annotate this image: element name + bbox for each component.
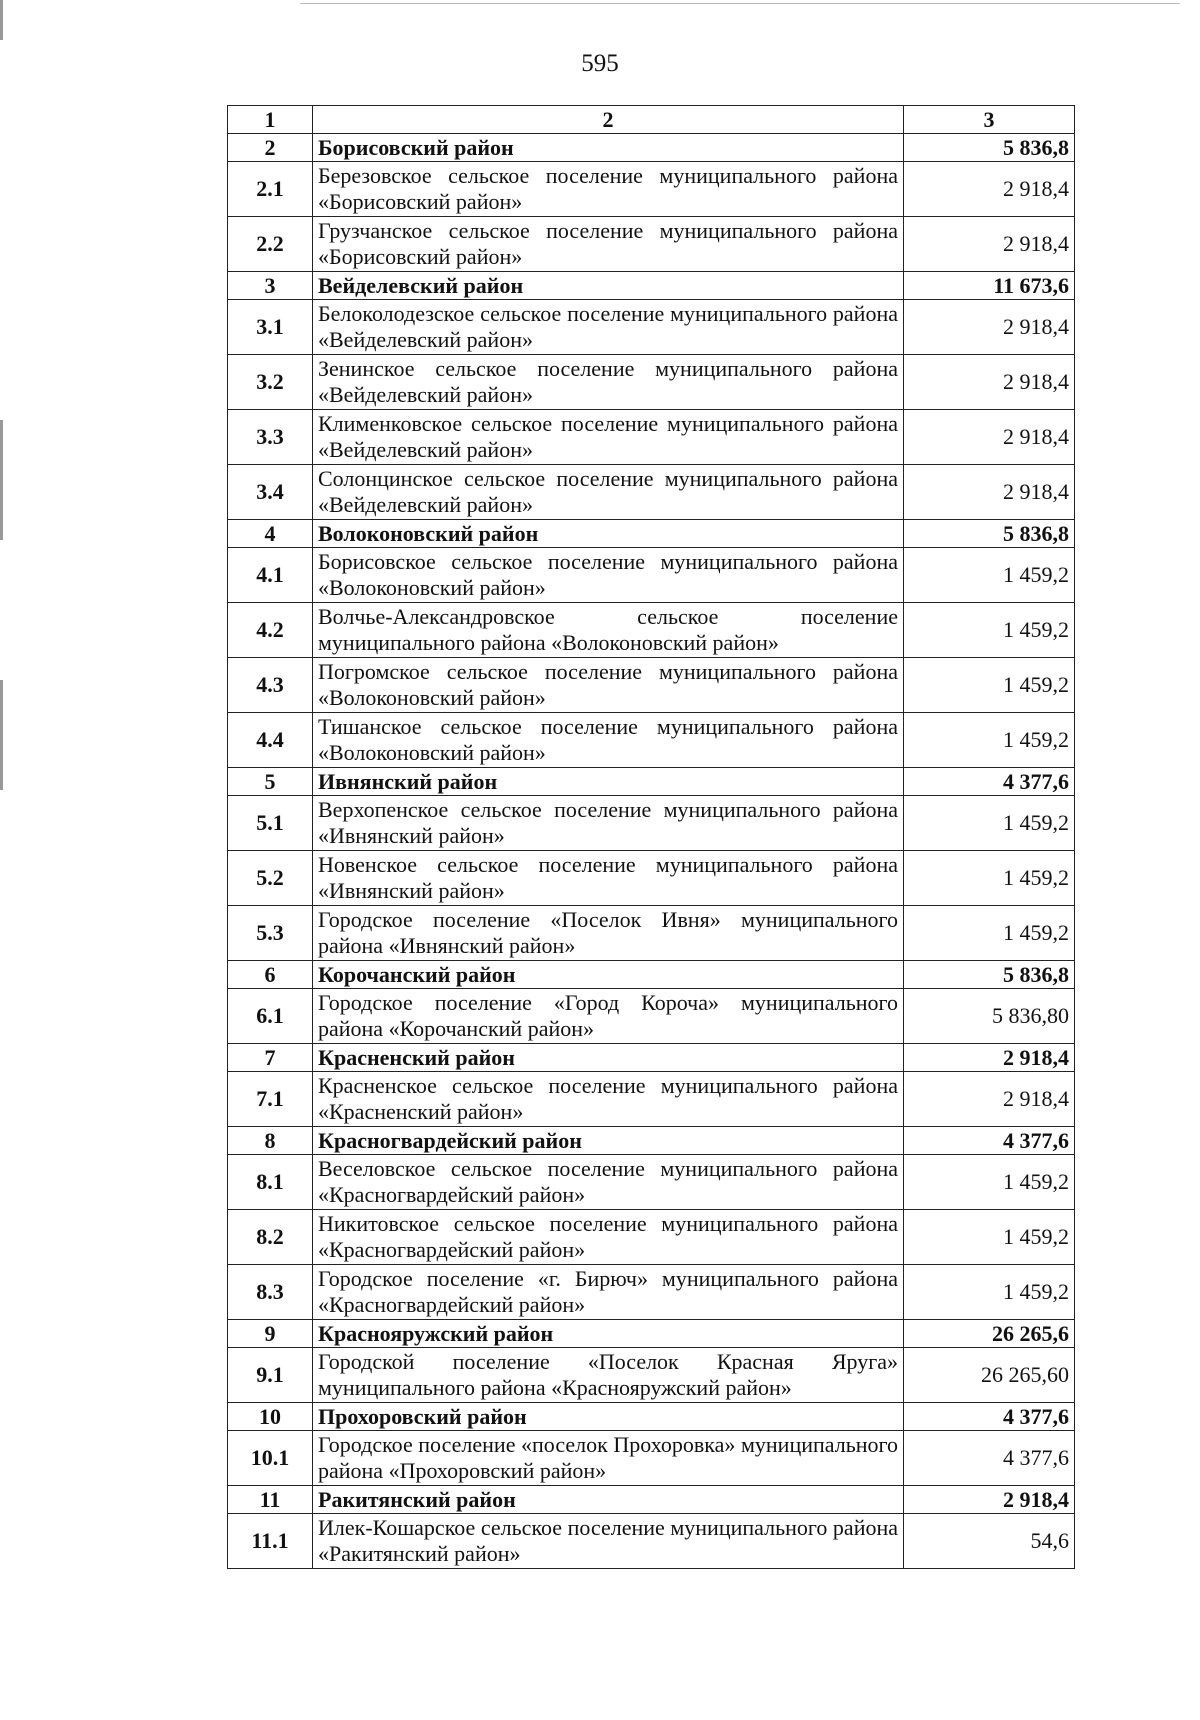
row-number: 6 (228, 961, 313, 989)
settlement-row (228, 1348, 1075, 1403)
row-name: Белоколодезское сельское поселение муниципального района «Вейделевский район» (313, 300, 904, 355)
row-value: 2 918,4 (904, 1044, 1075, 1072)
table-body (228, 106, 1075, 1569)
row-number: 4.3 (228, 658, 313, 713)
row-number: 11.1 (228, 1514, 313, 1569)
row-name: Городское поселение «поселок Прохоровка» муниципального района «Прохоровский район» (313, 1431, 904, 1486)
table-header-row (228, 106, 1075, 134)
district-row (228, 1486, 1075, 1514)
row-number: 9.1 (228, 1348, 313, 1403)
district-row (228, 1044, 1075, 1072)
row-name: Городское поселение «Город Короча» муниципального района «Корочанский район» (313, 989, 904, 1044)
row-number: 5 (228, 768, 313, 796)
row-value: 1 459,2 (904, 548, 1075, 603)
row-value: 5 836,8 (904, 520, 1075, 548)
row-value: 26 265,60 (904, 1348, 1075, 1403)
district-row (228, 1320, 1075, 1348)
settlement-row (228, 465, 1075, 520)
row-name: Солонцинское сельское поселение муниципального района «Вейделевский район» (313, 465, 904, 520)
settlement-row (228, 1072, 1075, 1127)
district-row (228, 1127, 1075, 1155)
row-name: Верхопенское сельское поселение муниципального района «Ивнянский район» (313, 796, 904, 851)
allocation-table (227, 105, 1075, 1569)
row-value: 5 836,80 (904, 989, 1075, 1044)
row-number: 5.3 (228, 906, 313, 961)
row-name: Никитовское сельское поселение муниципального района «Красногвардейский район» (313, 1210, 904, 1265)
row-name: Городское поселение «г. Бирюч» муниципального района «Красногвардейский район» (313, 1265, 904, 1320)
row-number: 11 (228, 1486, 313, 1514)
row-name: Илек-Кошарское сельское поселение муниципального района «Ракитянский район» (313, 1514, 904, 1569)
settlement-row (228, 300, 1075, 355)
row-value: 4 377,6 (904, 1403, 1075, 1431)
settlement-row (228, 1431, 1075, 1486)
row-name: Новенское сельское поселение муниципального района «Ивнянский район» (313, 851, 904, 906)
scan-margin-mark (0, 420, 3, 540)
column-header-number: 1 (228, 106, 313, 134)
row-number: 3 (228, 272, 313, 300)
row-number: 9 (228, 1320, 313, 1348)
row-name: Ивнянский район (313, 768, 904, 796)
row-number: 2 (228, 134, 313, 162)
row-name: Городской поселение «Поселок Красная Яруга» муниципального района «Краснояружский район» (313, 1348, 904, 1403)
row-value: 5 836,8 (904, 961, 1075, 989)
row-name: Корочанский район (313, 961, 904, 989)
row-number: 10.1 (228, 1431, 313, 1486)
settlement-row (228, 658, 1075, 713)
row-number: 4.2 (228, 603, 313, 658)
row-number: 3.3 (228, 410, 313, 465)
row-value: 2 918,4 (904, 410, 1075, 465)
settlement-row (228, 989, 1075, 1044)
row-value: 1 459,2 (904, 658, 1075, 713)
row-value: 2 918,4 (904, 1486, 1075, 1514)
row-value: 4 377,6 (904, 1431, 1075, 1486)
row-value: 2 918,4 (904, 300, 1075, 355)
settlement-row (228, 548, 1075, 603)
settlement-row (228, 1514, 1075, 1569)
district-row (228, 134, 1075, 162)
row-value: 4 377,6 (904, 1127, 1075, 1155)
row-name: Вейделевский район (313, 272, 904, 300)
row-number: 5.1 (228, 796, 313, 851)
row-value: 2 918,4 (904, 355, 1075, 410)
settlement-row (228, 410, 1075, 465)
row-number: 2.2 (228, 217, 313, 272)
row-name: Красненский район (313, 1044, 904, 1072)
settlement-row (228, 713, 1075, 768)
page-number: 595 (581, 50, 619, 77)
row-value: 5 836,8 (904, 134, 1075, 162)
row-name: Красненское сельское поселение муниципального района «Красненский район» (313, 1072, 904, 1127)
row-number: 7.1 (228, 1072, 313, 1127)
row-number: 8 (228, 1127, 313, 1155)
row-name: Прохоровский район (313, 1403, 904, 1431)
district-row (228, 768, 1075, 796)
settlement-row (228, 1210, 1075, 1265)
settlement-row (228, 906, 1075, 961)
settlement-row (228, 851, 1075, 906)
settlement-row (228, 217, 1075, 272)
row-value: 2 918,4 (904, 217, 1075, 272)
settlement-row (228, 1265, 1075, 1320)
row-value: 2 918,4 (904, 1072, 1075, 1127)
row-value: 1 459,2 (904, 1155, 1075, 1210)
row-number: 4.1 (228, 548, 313, 603)
row-name: Волчье-Александровское сельское поселение муниципального района «Волоконовский район» (313, 603, 904, 658)
row-name: Зенинское сельское поселение муниципального района «Вейделевский район» (313, 355, 904, 410)
row-number: 7 (228, 1044, 313, 1072)
row-number: 2.1 (228, 162, 313, 217)
row-name: Красногвардейский район (313, 1127, 904, 1155)
row-value: 1 459,2 (904, 1265, 1075, 1320)
scan-edge-line (300, 3, 1180, 4)
row-value: 54,6 (904, 1514, 1075, 1569)
scan-margin-mark (0, 0, 3, 40)
column-header-name: 2 (313, 106, 904, 134)
row-value: 1 459,2 (904, 906, 1075, 961)
row-number: 3.2 (228, 355, 313, 410)
row-number: 4 (228, 520, 313, 548)
row-value: 2 918,4 (904, 465, 1075, 520)
row-value: 2 918,4 (904, 162, 1075, 217)
row-number: 3.4 (228, 465, 313, 520)
settlement-row (228, 603, 1075, 658)
row-name: Городское поселение «Поселок Ивня» муниципального района «Ивнянский район» (313, 906, 904, 961)
row-number: 8.1 (228, 1155, 313, 1210)
row-number: 5.2 (228, 851, 313, 906)
row-number: 3.1 (228, 300, 313, 355)
row-value: 11 673,6 (904, 272, 1075, 300)
settlement-row (228, 355, 1075, 410)
row-value: 4 377,6 (904, 768, 1075, 796)
row-name: Краснояружский район (313, 1320, 904, 1348)
district-row (228, 961, 1075, 989)
row-name: Борисовский район (313, 134, 904, 162)
row-number: 4.4 (228, 713, 313, 768)
row-name: Борисовское сельское поселение муниципального района «Волоконовский район» (313, 548, 904, 603)
row-value: 1 459,2 (904, 796, 1075, 851)
column-header-value: 3 (904, 106, 1075, 134)
row-number: 8.2 (228, 1210, 313, 1265)
row-name: Веселовское сельское поселение муниципального района «Красногвардейский район» (313, 1155, 904, 1210)
row-name: Волоконовский район (313, 520, 904, 548)
row-name: Березовское сельское поселение муниципального района «Борисовский район» (313, 162, 904, 217)
district-row (228, 1403, 1075, 1431)
settlement-row (228, 796, 1075, 851)
row-value: 1 459,2 (904, 603, 1075, 658)
row-number: 10 (228, 1403, 313, 1431)
row-name: Погромское сельское поселение муниципального района «Волоконовский район» (313, 658, 904, 713)
row-value: 26 265,6 (904, 1320, 1075, 1348)
row-number: 8.3 (228, 1265, 313, 1320)
row-value: 1 459,2 (904, 1210, 1075, 1265)
district-row (228, 520, 1075, 548)
scan-margin-mark (0, 680, 3, 790)
row-number: 6.1 (228, 989, 313, 1044)
row-name: Ракитянский район (313, 1486, 904, 1514)
row-value: 1 459,2 (904, 851, 1075, 906)
row-name: Грузчанское сельское поселение муниципального района «Борисовский район» (313, 217, 904, 272)
row-name: Клименковское сельское поселение муниципального района «Вейделевский район» (313, 410, 904, 465)
row-value: 1 459,2 (904, 713, 1075, 768)
settlement-row (228, 162, 1075, 217)
settlement-row (228, 1155, 1075, 1210)
district-row (228, 272, 1075, 300)
row-name: Тишанское сельское поселение муниципального района «Волоконовский район» (313, 713, 904, 768)
